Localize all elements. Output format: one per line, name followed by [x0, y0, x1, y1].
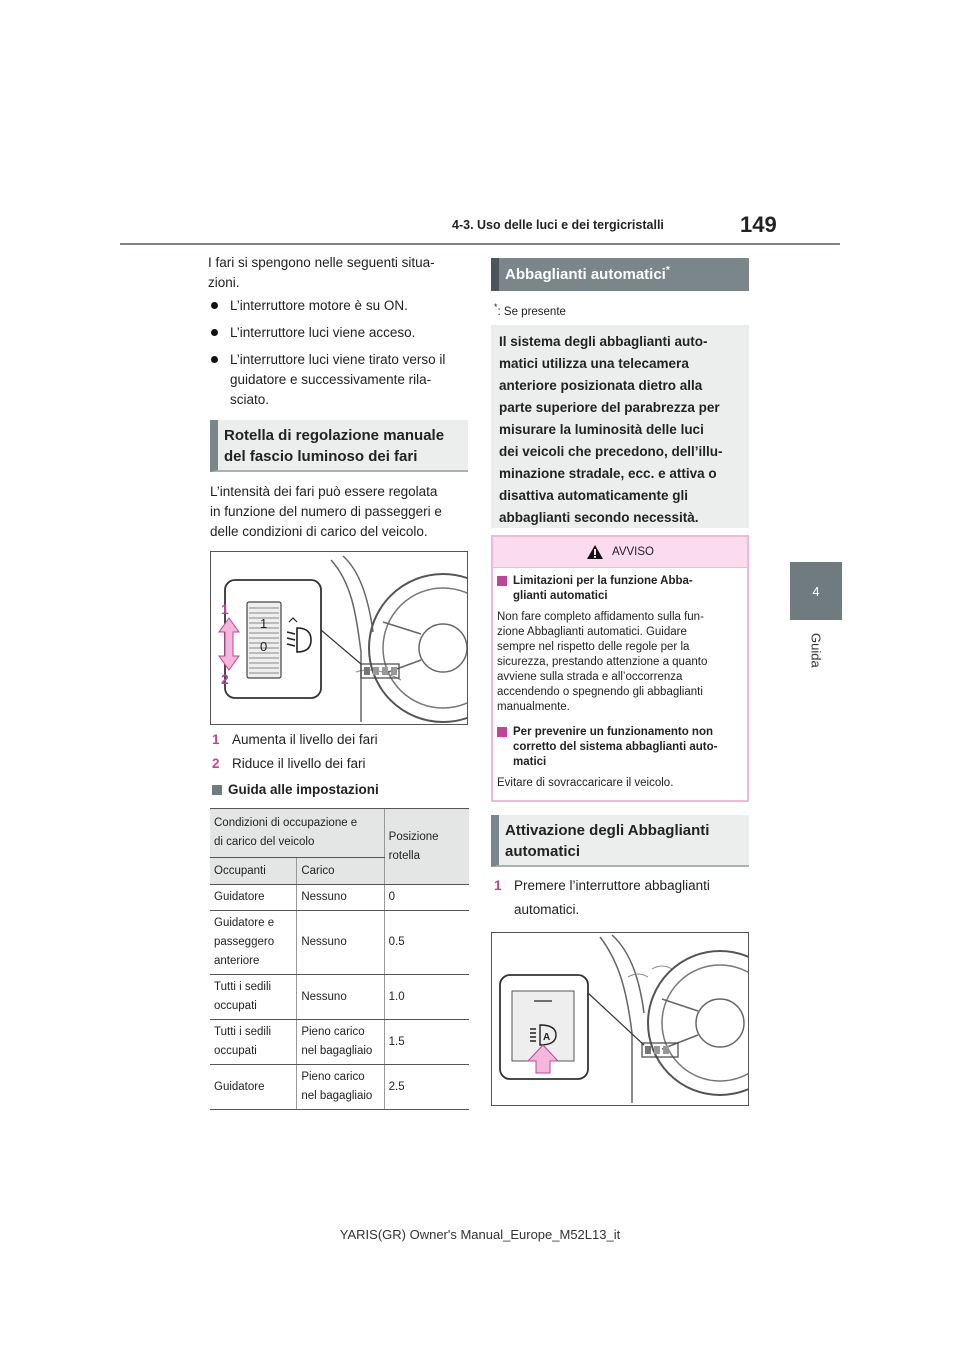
figure-label-1: 1 [221, 601, 229, 617]
table-row: Tutti i sedili occupati Nessuno 1.0 [210, 975, 469, 1020]
summary-box: Il sistema degli abbaglianti auto- matici utilizza una telecamera anteriore posizionata dietro alla parte superiore del parabrezza per misurare la luminosità delle luci dei veicoli che precedono, dell’illu- minazione stradale, ecc. e attiva o disattiva automaticamente gli abbaglianti secondo necessità. [491, 325, 749, 528]
intensity-paragraph: L’intensità dei fari può essere regolata in funzione del numero di passeggeri e delle condizioni di carico del veicolo. [210, 484, 442, 539]
settings-table [210, 808, 469, 1110]
dial-mark-1: 1 [260, 616, 268, 631]
footnote: *: Se presente [494, 302, 566, 318]
warning-box [491, 535, 749, 802]
conditions-list [208, 296, 470, 417]
auto-highbeam-figure [491, 932, 749, 1106]
list-item: L’interruttore luci viene tirato verso il guidatore e successivamente rila-sciato. [208, 350, 470, 410]
header-rule [120, 243, 840, 245]
list-item: L’interruttore luci viene acceso. [208, 323, 470, 343]
step-1: 1 Aumenta il livello dei fari [212, 732, 378, 747]
list-item: L’interruttore motore è su ON. [208, 296, 470, 316]
running-header-section: 4-3. Uso delle luci e dei tergicristalli [452, 218, 664, 232]
page-footer: YARIS(GR) Owner's Manual_Europe_M52L13_it [339, 1227, 621, 1242]
dashboard-illustration-2 [492, 933, 748, 1105]
table-header-occupanti: Occupanti [210, 858, 297, 885]
dashboard-illustration [211, 552, 467, 724]
button-letter: A [543, 1032, 551, 1043]
section-heading-attivazione: Attivazione degli Abbaglianti automatici [491, 815, 749, 867]
subheading-guida: Guida alle impostazioni [212, 782, 379, 797]
warning-header: AVVISO [493, 537, 747, 568]
step-2: 2 Riduce il livello dei fari [212, 756, 366, 771]
warning-item1-text: Non fare completo affidamento sulla fun- zione Abbaglianti automatici. Guidare sempre nel rispetto delle regole per la sicurezza, prestando attenzione a quanto avviene sulla strada e all’occorrenza accendendo o spegnendo gli abbaglianti manualmente. [497, 611, 708, 713]
page-number: 149 [740, 212, 777, 237]
section-heading-rotella: Rotella di regolazione manuale del fascio luminoso dei fari [210, 420, 468, 472]
dial-mark-0: 0 [260, 639, 268, 654]
table-header-carico: Carico [297, 858, 384, 885]
warning-item2-text: Evitare di sovraccaricare il veicolo. [497, 777, 674, 789]
activation-step: 1 Premere l’interruttore abbaglianti automatici. [494, 878, 710, 917]
intro-paragraph: I fari si spengono nelle seguenti situa- zioni. [208, 255, 435, 290]
warning-icon [586, 544, 604, 560]
table-row: Guidatore e passeggero anteriore Nessuno 0.5 [210, 911, 469, 975]
table-row: Guidatore Nessuno 0 [210, 885, 469, 911]
headlight-dial-figure [210, 551, 468, 725]
chapter-tab-number: 4 [790, 562, 842, 620]
warning-item2-title: Per prevenire un funzionamento non corretto del sistema abbaglianti auto- matici [497, 725, 741, 770]
warning-item1-title: Limitazioni per la funzione Abba- glianti automatici [497, 574, 741, 604]
table-header-position: Posizione rotella [384, 809, 469, 885]
section-heading-abbaglianti: Abbaglianti automatici* [491, 258, 749, 291]
chapter-tab-label: Guida [808, 632, 824, 668]
table-header-conditions: Condizioni di occupazione e di carico del veicolo [210, 809, 384, 858]
table-row: Guidatore Pieno carico nel bagagliaio 2.5 [210, 1065, 469, 1110]
table-row: Tutti i sedili occupati Pieno carico nel bagagliaio 1.5 [210, 1020, 469, 1065]
figure-label-2: 2 [221, 671, 229, 687]
